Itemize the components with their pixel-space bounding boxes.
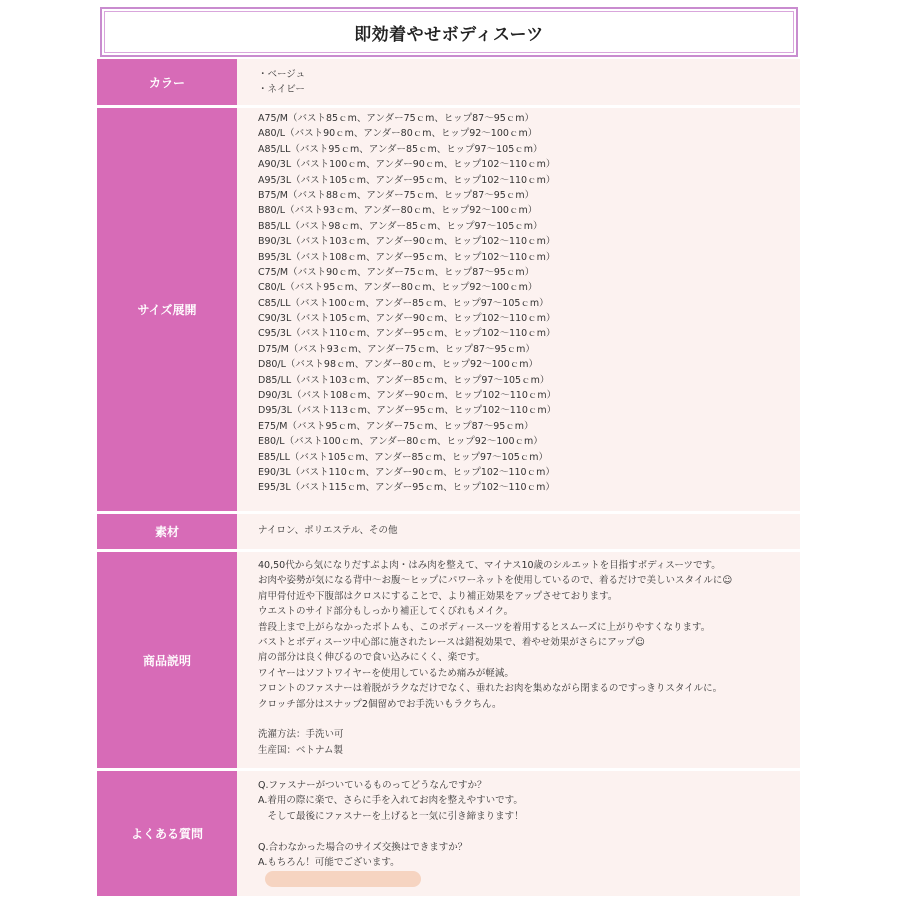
size-line: B80/L（バスト93ｃm、アンダー80ｃm、ヒップ92～100ｃm） xyxy=(258,205,538,217)
description-line: 40,50代から気になりだすぷよ肉・はみ肉を整えて、マイナス10歳のシルエットを目指すボディスーツです。 xyxy=(258,560,721,571)
description-line: フロントのファスナーは着脱がラクなだけでなく、垂れたお肉を集めながら閉まるのですっきりスタイルに。 xyxy=(258,683,723,695)
spec-row-faq xyxy=(97,771,800,896)
faq-line: A.もちろん！可能でございます。 xyxy=(258,856,400,868)
spec-label-text: サイズ展開 xyxy=(137,303,197,317)
spec-label-text: よくある質問 xyxy=(130,827,203,841)
description-line: 肩甲骨付近や下腹部はクロスにすることで、より補正効果をアップさせております。 xyxy=(258,590,618,602)
size-line: B75/M（バスト88ｃm、アンダー75ｃm、ヒップ87～95ｃm） xyxy=(258,189,535,201)
spec-label-text: 素材 xyxy=(154,525,179,539)
spec-row-description xyxy=(97,552,800,768)
spec-content-color xyxy=(237,59,800,105)
highlight-bar xyxy=(265,871,421,887)
spec-label-text: カラー xyxy=(148,75,185,90)
faq-line: A.着用の際に楽で、さらに手を入れてお肉を整えやすいです。 xyxy=(258,795,523,807)
size-line: A95/3L（バスト105ｃm、アンダー95ｃm、ヒップ102～110ｃm） xyxy=(258,174,556,186)
size-line: D95/3L（バスト113ｃm、アンダー95ｃm、ヒップ102～110ｃm） xyxy=(258,405,557,417)
color-line: ・ネイビー xyxy=(258,84,305,96)
spec-content-description xyxy=(237,552,800,768)
faq-line: Q.合わなかった場合のサイズ交換はできますか？ xyxy=(258,841,468,853)
description-line: ワイヤーはソフトワイヤーを使用しているため痛みが軽減。 xyxy=(258,667,514,679)
size-line: E90/3L（バスト110ｃm、アンダー90ｃm、ヒップ102～110ｃm） xyxy=(258,466,555,478)
size-line: E75/M（バスト95ｃm、アンダー75ｃm、ヒップ87～95ｃm） xyxy=(258,420,534,432)
description-line xyxy=(258,712,800,727)
size-line: B95/3L（バスト108ｃm、アンダー95ｃm、ヒップ102～110ｃm） xyxy=(258,251,556,263)
size-line: C90/3L（バスト105ｃm、アンダー90ｃm、ヒップ102～110ｃm） xyxy=(258,313,556,325)
spec-label-description xyxy=(97,552,237,768)
size-line: C80/L（バスト95ｃm、アンダー80ｃm、ヒップ92～100ｃm） xyxy=(258,282,538,294)
spec-label-text: 商品説明 xyxy=(142,653,191,668)
size-line: A85/LL（バスト95ｃm、アンダー85ｃm、ヒップ97～105ｃm） xyxy=(258,143,543,155)
description-line: 洗濯方法：手洗い可 xyxy=(258,729,344,741)
description-line: バストとボディスーツ中心部に施されたレースは錯視効果で、着やせ効果がさらにアップ☺ xyxy=(258,636,645,648)
spec-label-color xyxy=(97,59,237,105)
faq-line xyxy=(258,824,800,839)
size-line: A75/M（バスト85ｃm、アンダー75ｃm、ヒップ87～95ｃm） xyxy=(258,113,535,124)
size-line: A80/L（バスト90ｃm、アンダー80ｃm、ヒップ92～100ｃm） xyxy=(258,128,538,140)
color-line: ・ベージュ xyxy=(258,69,306,80)
description-line: 肩の部分は良く伸びるので食い込みにくく、楽です。 xyxy=(258,652,486,664)
title-box xyxy=(100,7,798,57)
spec-label-faq xyxy=(97,771,237,896)
spec-row-material xyxy=(97,514,800,549)
faq-line: Q.ファスナーがついているものってどうなんですか？ xyxy=(258,780,487,791)
spec-row-color xyxy=(97,59,800,105)
size-line: D75/M（バスト93ｃm、アンダー75ｃm、ヒップ87～95ｃm） xyxy=(258,343,535,355)
material-line: ナイロン、ポリエステル、その他 xyxy=(258,525,398,536)
page-title: 即効着やせボディスーツ xyxy=(354,24,544,45)
size-line: C75/M（バスト90ｃm、アンダー75ｃm、ヒップ87～95ｃm） xyxy=(258,266,535,278)
size-line: C85/LL（バスト100ｃm、アンダー85ｃm、ヒップ97～105ｃm） xyxy=(258,297,549,309)
faq-line: そして最後にファスナーを上げると一気に引き締まります！ xyxy=(258,810,524,822)
size-line: B90/3L（バスト103ｃm、アンダー90ｃm、ヒップ102～110ｃm） xyxy=(258,236,556,248)
size-line: B85/LL（バスト98ｃm、アンダー85ｃm、ヒップ97～105ｃm） xyxy=(258,220,543,232)
spec-label-material xyxy=(97,514,237,549)
size-line: C95/3L（バスト110ｃm、アンダー95ｃm、ヒップ102～110ｃm） xyxy=(258,328,556,340)
description-line: クロッチ部分はスナップ2個留めでお手洗いもラクちん。 xyxy=(258,698,502,710)
spec-row-size xyxy=(97,108,800,511)
size-line: A90/3L（バスト100ｃm、アンダー90ｃm、ヒップ102～110ｃm） xyxy=(258,159,556,171)
size-line: E80/L（バスト100ｃm、アンダー80ｃm、ヒップ92～100ｃm） xyxy=(258,436,543,448)
size-line: D80/L（バスト98ｃm、アンダー80ｃm、ヒップ92～100ｃm） xyxy=(258,359,539,371)
description-line: お肉や姿勢が気になる背中～お腹～ヒップにパワーネットを使用しているので、着るだけで美しいスタイルに☺ xyxy=(258,575,733,587)
size-line: D85/LL（バスト103ｃm、アンダー85ｃm、ヒップ97～105ｃm） xyxy=(258,374,550,386)
size-line: E95/3L（バスト115ｃm、アンダー95ｃm、ヒップ102～110ｃm） xyxy=(258,482,555,494)
description-line: 生産国：ベトナム製 xyxy=(258,744,344,756)
spec-content-material xyxy=(237,514,800,549)
description-line: ウエストのサイド部分もしっかり補正してくびれもメイク。 xyxy=(258,606,514,618)
spec-content-size xyxy=(237,108,800,511)
size-line: D90/3L（バスト108ｃm、アンダー90ｃm、ヒップ102～110ｃm） xyxy=(258,390,557,402)
size-line: E85/LL（バスト105ｃm、アンダー85ｃm、ヒップ97～105ｃm） xyxy=(258,451,549,463)
spec-label-size xyxy=(97,108,237,511)
description-line: 普段上まで上がらなかったボトムも、このボディースーツを着用するとスムーズに上がりやすくなります。 xyxy=(258,621,711,633)
